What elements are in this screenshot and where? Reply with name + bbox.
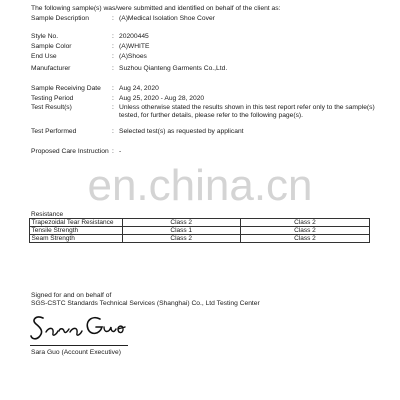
field-label-test-results: Test Result(s) — [31, 104, 72, 111]
row-result-b: Class 2 — [240, 219, 369, 227]
field-value-sample-color: (A)WHITE — [119, 43, 150, 50]
row-result-b: Class 2 — [240, 227, 369, 235]
watermark: en.china.cn — [87, 161, 313, 210]
field-value-sample-receiving-date: Aug 24, 2020 — [119, 85, 159, 92]
intro-text: The following sample(s) was/were submitted and identified on behalf of the client as: — [31, 5, 281, 12]
field-label-sample-receiving-date: Sample Receiving Date — [31, 85, 101, 92]
table-cell — [240, 211, 369, 219]
field-label-test-performed: Test Performed — [31, 128, 77, 135]
row-result-a: Class 1 — [122, 227, 240, 235]
table-cell — [240, 204, 369, 211]
results-table — [29, 204, 370, 243]
field-separator: : — [112, 33, 114, 40]
table-cell — [30, 204, 123, 211]
row-name: Seam Strength — [30, 235, 123, 243]
field-value-test-performed: Selected test(s) as requested by applicant — [119, 128, 244, 135]
field-label-testing-period: Testing Period — [31, 95, 74, 102]
field-separator: : — [112, 128, 114, 135]
row-name: Tensile Strength — [30, 227, 123, 235]
row-result-b: Class 2 — [240, 235, 369, 243]
signer-name: Sara Guo (Account Executive) — [31, 349, 121, 356]
signoff-line1: Signed for and on behalf of — [31, 292, 112, 299]
table-row — [30, 219, 370, 227]
field-separator: : — [112, 65, 114, 72]
row-result-a: Class 2 — [122, 235, 240, 243]
field-label-sample-color: Sample Color — [31, 43, 72, 50]
signature-line — [30, 345, 128, 346]
field-value-testing-period: Aug 25, 2020 - Aug 28, 2020 — [119, 95, 205, 102]
field-value-care-instruction: - — [119, 148, 122, 155]
field-value-end-use: (A)Shoes — [119, 53, 147, 60]
field-value-test-results: Unless otherwise stated the results shown in this test report refer only to the sample(s) tested, for further details, please refer to the following page(s). — [119, 104, 375, 119]
field-label-sample-description: Sample Description — [31, 15, 89, 22]
handwritten-signature — [30, 310, 140, 344]
field-label-care-instruction: Proposed Care Instruction — [31, 148, 109, 155]
field-separator: : — [112, 15, 114, 22]
field-value-style-no: 20200445 — [119, 33, 149, 40]
field-separator: : — [112, 148, 114, 155]
row-result-a: Class 2 — [122, 219, 240, 227]
row-name: Trapezoidal Tear Resistance — [30, 219, 123, 227]
field-value-manufacturer: Suzhou Qianteng Garments Co.,Ltd. — [119, 65, 228, 72]
table-row — [30, 211, 370, 219]
field-separator: : — [112, 104, 114, 111]
field-separator: : — [112, 85, 114, 92]
field-label-manufacturer: Manufacturer — [31, 65, 71, 72]
signoff-line2: SGS-CSTC Standards Technical Services (Shanghai) Co., Ltd Testing Center — [31, 300, 260, 307]
field-separator: : — [112, 43, 114, 50]
table-row — [30, 235, 370, 243]
table-row — [30, 204, 370, 211]
field-label-end-use: End Use — [31, 53, 57, 60]
field-separator: : — [112, 95, 114, 102]
field-value-sample-description: (A)Medical Isolation Shoe Cover — [119, 15, 215, 22]
field-separator: : — [112, 53, 114, 60]
table-row — [30, 227, 370, 235]
table-group-label: Resistance — [30, 211, 123, 219]
table-cell — [122, 204, 240, 211]
table-cell — [122, 211, 240, 219]
field-label-style-no: Style No. — [31, 33, 59, 40]
